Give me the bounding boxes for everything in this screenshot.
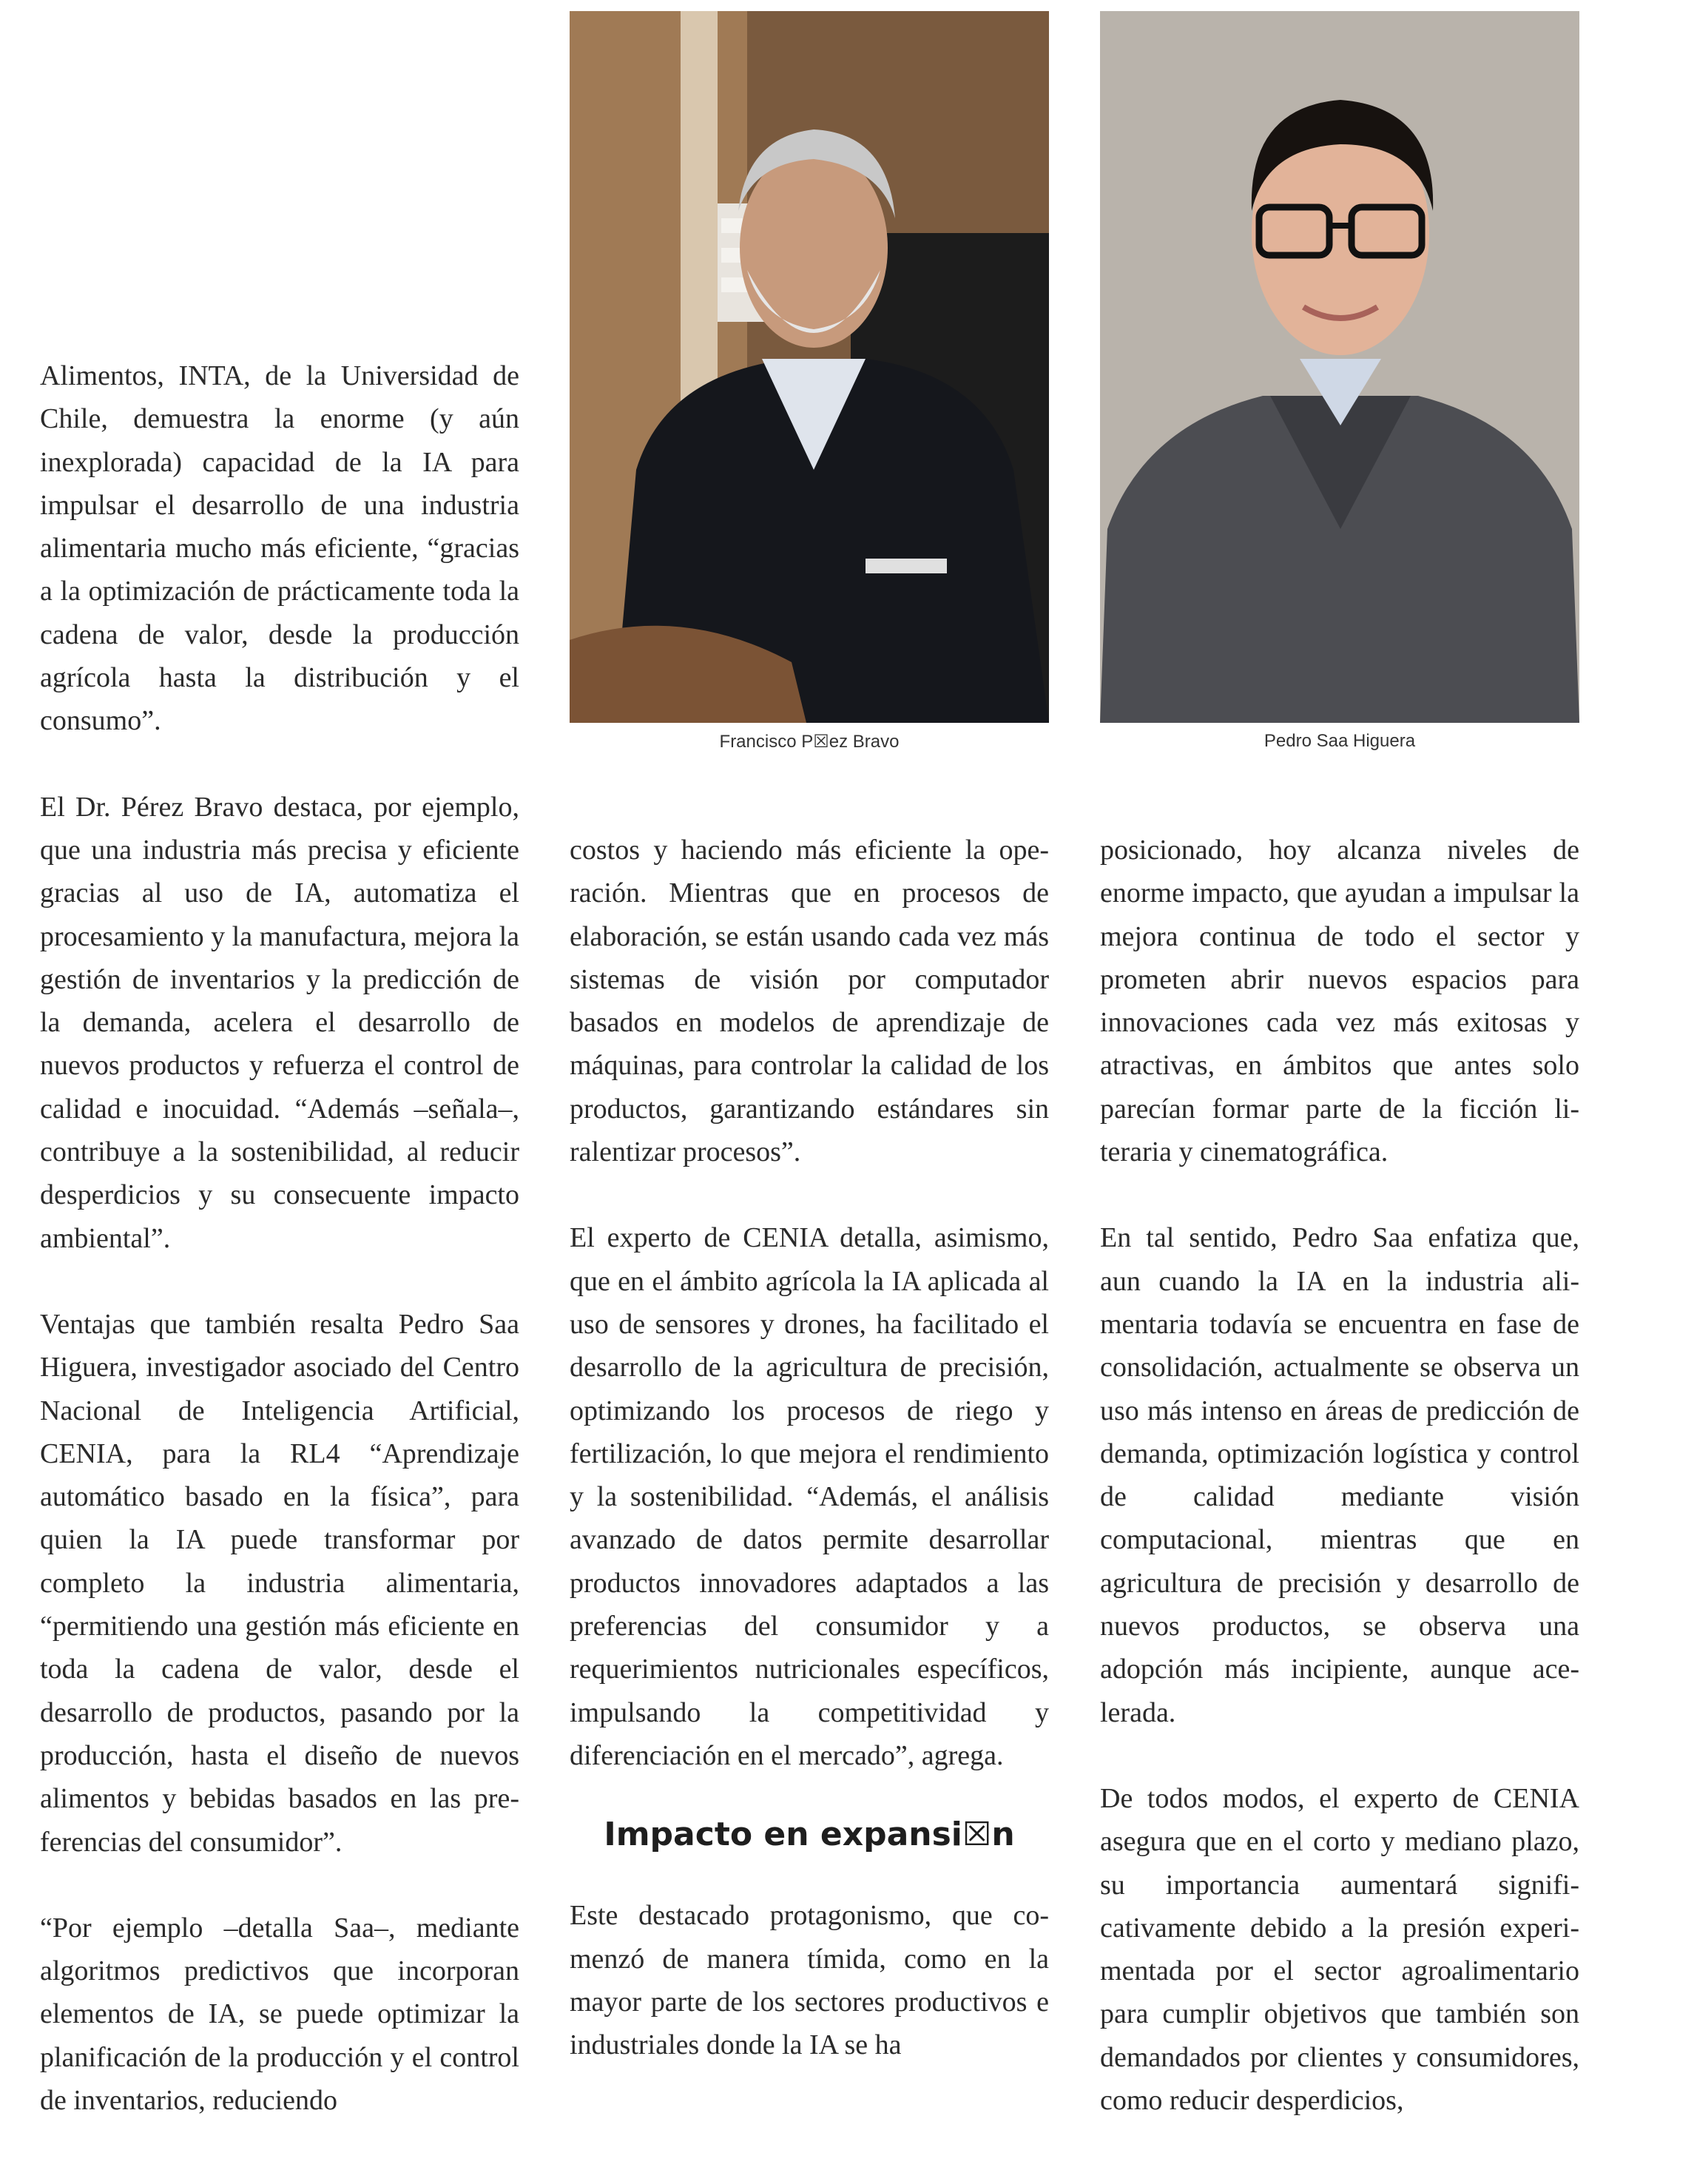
article-column-3 <box>1100 829 1579 2122</box>
paragraph: El Dr. Pérez Bravo destaca, por ejemplo, que una industria más precisa y eficiente gracias al uso de IA, automatiza el procesamiento y la manufactura, mejora la gestión de inventarios y la predicción de la demanda, acelera el desarrollo de nuevos productos y refuerza el control de calidad e inocuidad. “Además –señala–, contribuye a la sostenibilidad, al reducir desperdicios y su consecuente impacto ambiental”. <box>40 791 519 1254</box>
photo-francisco-perez-bravo <box>570 11 1049 723</box>
article-column-1 <box>40 354 519 2122</box>
paragraph: En tal sentido, Pedro Saa enfatiza que, aun cuando la IA en la industria alimentaria todavía se encuentra en fase de consolidación, actualmente se observa un uso más intenso en áreas de predicción de demanda, optimización logística y control de calidad mediante visión computacional, mientras que en agricultura de precisión y desarrollo de nuevos productos, se observa una adopción más incipiente, aunque acelerada. <box>1100 1222 1579 1728</box>
section-heading: Impacto en expansi☒n <box>604 1816 1015 1854</box>
paragraph: “Por ejemplo –detalla Saa–, mediante algoritmos predictivos que incorporan elementos de IA, se puede optimizar la planificación de la producción y el control de inventarios, reduciendo <box>40 1912 519 2116</box>
photo-caption: Pedro Saa Higuera <box>1264 731 1416 751</box>
article-column-2 <box>570 829 1049 2066</box>
portrait-image <box>1100 11 1579 723</box>
paragraph: El experto de CENIA detalla, asimismo, que en el ámbito agrícola la IA aplicada al uso de sensores y drones, ha facilitado el desarrollo de la agricultura de precisión, optimizando los procesos de riego y fertilización, lo que mejora el rendimiento y la sostenibilidad. “Además, el análisis avanzado de datos permite desarrollar productos innovadores adaptados a las preferencias del consumidor y a requerimientos nutricionales específicos, impulsando la competitividad y diferenciación en el mercado”, agrega. <box>570 1222 1049 1771</box>
paragraph: posicionado, hoy alcanza niveles de enorme impacto, que ayudan a impulsar la mejora continua de todo el sector y prometen abrir nuevos espacios para innovaciones cada vez más exitosas y atractivas, en ámbitos que antes solo parecían formar parte de la ficción literaria y cinematográfica. <box>1100 835 1579 1168</box>
paragraph: Este destacado protagonismo, que comenzó de manera tímida, como en la mayor parte de los sectores productivos e industriales donde la IA se ha <box>570 1900 1049 2061</box>
paragraph: Ventajas que también resalta Pedro Saa Higuera, investigador asociado del Centro Nacional de Inteligencia Artificial, CENIA, para la RL4 “Aprendizaje automático basado en la física”, para quien la IA puede transformar por completo la industria alimentaria, “permitiendo una gestión más eficiente en toda la cadena de valor, desde el desarrollo de productos, pasando por la producción, hasta el diseño de nuevos alimentos y bebidas basados en las preferencias del consumidor”. <box>40 1308 519 1858</box>
portrait-image <box>570 11 1049 723</box>
paragraph: Alimentos, INTA, de la Universidad de Chile, demuestra la enorme (y aún inexplorada) capacidad de la IA para impulsar el desarrollo de una industria alimentaria mucho más eficiente, “gracias a la optimización de prácticamente toda la cadena de valor, desde la producción agrícola hasta la distribución y el consumo”. <box>40 360 519 737</box>
paragraph: costos y haciendo más eficiente la operación. Mientras que en procesos de elaboración, se están usando cada vez más sistemas de visión por computador basados en modelos de aprendizaje de máquinas, para controlar la calidad de los productos, garantizando estándares sin ralentizar procesos”. <box>570 835 1049 1168</box>
photo-pedro-saa-higuera <box>1100 11 1579 723</box>
paragraph: De todos modos, el experto de CENIA asegura que en el corto y mediano plazo, su importancia aumentará significativamente debido a la presión experimentada por el sector agroalimentario para cumplir objetivos que también son demandados por clientes y consumidores, como reducir desperdicios, <box>1100 1782 1579 2117</box>
photo-caption: Francisco P☒ez Bravo <box>719 732 900 752</box>
